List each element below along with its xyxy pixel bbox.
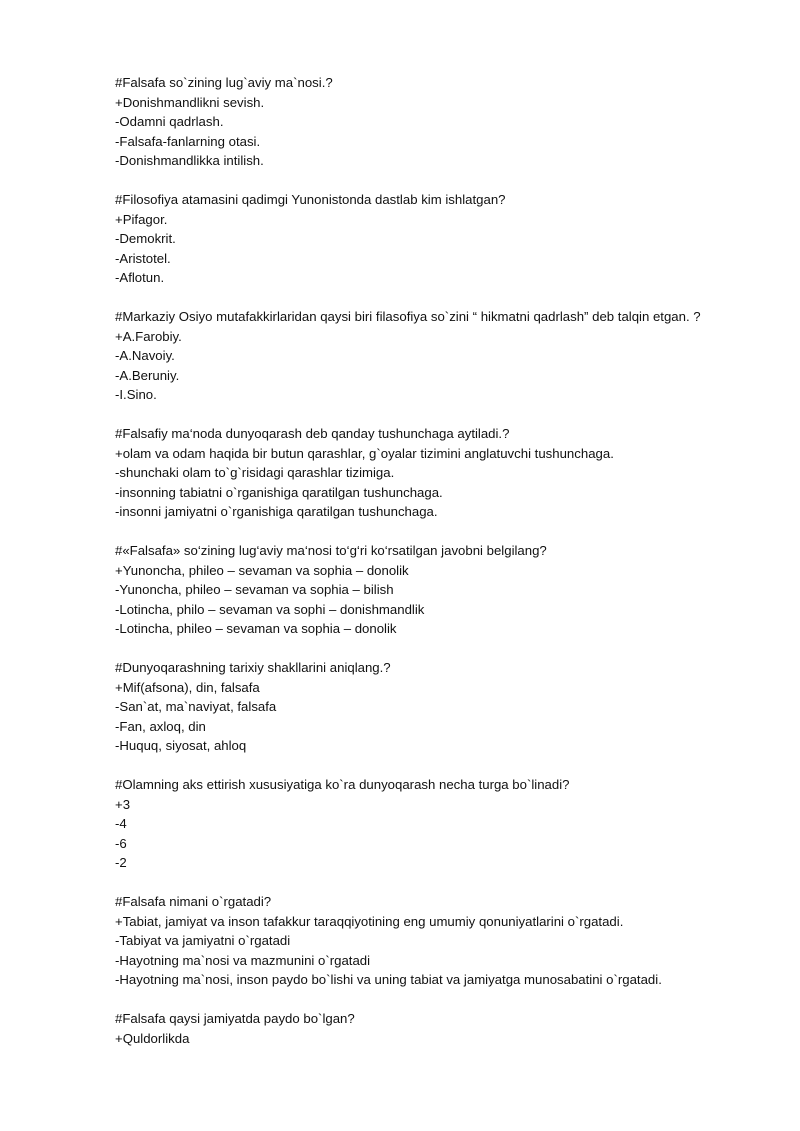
question-text: #Falsafiy ma‘noda dunyoqarash deb qanday tushunchaga aytiladi.? [115,426,510,441]
answer-option: -Lotincha, phileo – sevaman va sophia – donolik [115,621,397,636]
question-block [115,892,785,990]
answer-option: -2 [115,855,127,870]
answer-option: -Demokrit. [115,231,176,246]
answer-option: -San`at, ma`naviyat, falsafa [115,699,277,714]
answer-option: -Donishmandlikka intilish. [115,153,264,168]
answer-option: -Falsafa-fanlarning otasi. [115,133,261,149]
question-block [115,775,785,873]
answer-option: -Fan, axloq, din [115,718,206,734]
answer-option: -I.Sino. [115,387,157,402]
question-block [115,1009,785,1048]
answer-option: -4 [115,816,127,831]
question-block [115,73,785,171]
answer-option: -Aristotel. [115,250,171,266]
answer-option: +Mif(afsona), din, falsafa [115,679,260,695]
question-block [115,424,785,522]
answer-option: +Tabiat, jamiyat va inson tafakkur taraqqiyotining eng umumiy qonuniyatlarini o`rgatadi. [115,913,624,929]
answer-option: -insonni jamiyatni o`rganishiga qaratilgan tushunchaga. [115,504,438,519]
question-text: #Filosofiya atamasini qadimgi Yunonistonda dastlab kim ishlatgan? [115,192,506,207]
question-text: #Falsafa nimani o`rgatadi? [115,894,272,909]
answer-option: -insonning tabiatni o`rganishiga qaratilgan tushunchaga. [115,484,443,500]
answer-option: -6 [115,835,127,851]
question-text: #Olamning aks ettirish xususiyatiga ko`ra dunyoqarash necha turga bo`linadi? [115,777,570,792]
answer-option: -shunchaki olam to`g`risidagi qarashlar tizimiga. [115,465,395,480]
question-text: #«Falsafa» so‘zining lug‘aviy ma‘nosi to‘g‘ri ko‘rsatilgan javobni belgilang? [115,543,547,558]
answer-option: -A.Navoiy. [115,348,175,363]
answer-option: -Lotincha, philo – sevaman va sophi – donishmandlik [115,601,425,617]
question-text: #Falsafa so`zining lug`aviy ma`nosi.? [115,75,333,90]
answer-option: -Huquq, siyosat, ahloq [115,738,247,753]
question-text: #Falsafa qaysi jamiyatda paydo bo`lgan? [115,1011,355,1026]
answer-option: -Aflotun. [115,270,165,285]
answer-option: -Hayotning ma`nosi, inson paydo bo`lishi va uning tabiat va jamiyatga munosabatini o`rgatadi. [115,972,662,987]
question-block [115,541,785,639]
answer-option: +A.Farobiy. [115,328,182,344]
question-block [115,307,785,405]
answer-option: +Pifagor. [115,211,168,227]
answer-option: -Tabiyat va jamiyatni o`rgatadi [115,933,291,948]
question-block [115,658,785,756]
question-block [115,190,785,288]
answer-option: -Hayotning ma`nosi va mazmunini o`rgatadi [115,952,371,968]
answer-option: +olam va odam haqida bir butun qarashlar, g`oyalar tizimini anglatuvchi tushunchaga. [115,445,614,461]
answer-option: +Donishmandlikni sevish. [115,94,265,110]
document-page [115,73,785,1068]
question-text: #Markaziy Osiyo mutafakkirlaridan qaysi biri filasofiya so`zini “ hikmatni qadrlash” deb talqin etgan. ? [115,309,701,324]
answer-option: -Yunoncha, phileo – sevaman va sophia – bilish [115,582,394,597]
answer-option: -A.Beruniy. [115,367,180,383]
answer-option: -Odamni qadrlash. [115,114,224,129]
answer-option: +Yunoncha, phileo – sevaman va sophia – donolik [115,562,409,578]
answer-option: +Quldorlikda [115,1030,190,1046]
question-text: #Dunyoqarashning tarixiy shakllarini aniqlang.? [115,660,391,675]
answer-option: +3 [115,796,131,812]
